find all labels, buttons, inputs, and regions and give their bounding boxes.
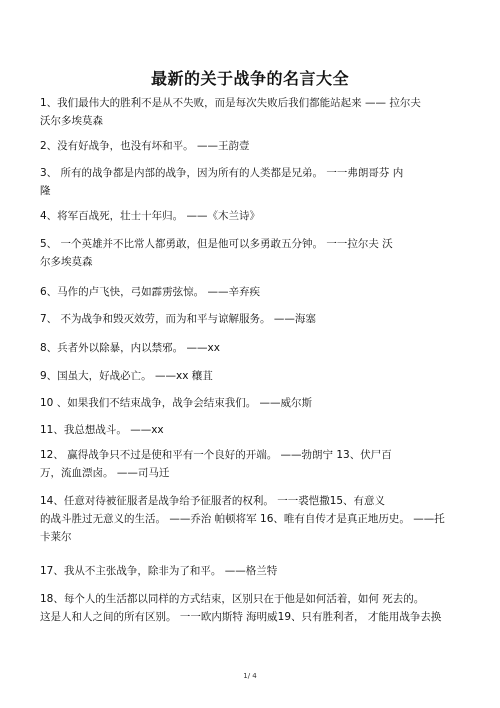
quote-17	[40, 562, 466, 580]
quote-line: 沃尔多埃莫森	[40, 115, 103, 127]
quote-line: 这是人和人之间的所有区别。 一一欧内斯特 海明威19、只有胜利者， 才能用战争去换	[40, 611, 442, 623]
quote-line: 6、马作的卢飞快，弓如霹雳弦惊。 ——辛弃疾	[40, 286, 261, 298]
quote-line: 的战斗胜过无意义的生活。 ——乔治 帕顿将军 16、唯有自传才是真正地历史。 ——托	[40, 513, 445, 525]
quote-3	[40, 164, 466, 200]
quote-line: 11、我总想战斗。 ——xx	[40, 424, 164, 436]
quote-2	[40, 137, 466, 155]
quote-line: 8、兵者外以除暴，内以禁邪。 ——xx	[40, 342, 220, 354]
quote-line: 3、 所有的战争都是内部的战争，因为所有的人类都是兄弟。 一一弗朗哥芬 内	[40, 167, 404, 179]
quote-line: 10 、如果我们不结束战争，战争会结束我们。 ——威尔斯	[40, 397, 313, 409]
quote-line: 2、没有好战争，也没有坏和平。 ——王韵壹	[40, 140, 250, 152]
quote-line: 隆	[40, 185, 51, 197]
page-number: 1/ 4	[243, 672, 257, 680]
quote-line: 17、我从不主张战争，除非为了和平。 ——格兰特	[40, 565, 278, 577]
quote-line: 卡莱尔	[40, 531, 72, 543]
quote-18	[40, 590, 466, 626]
quote-line: 18、每个人的生活都以同样的方式结束，区别只在于他是如何活着，如何 死去的。	[40, 593, 425, 605]
quote-5	[40, 235, 466, 271]
document-title: 最新的关于战争的名言大全	[150, 69, 349, 88]
quote-12	[40, 446, 466, 482]
quote-line: 14、任意对待被征服者是战争给予征服者的权利。 一一裘恺撒15、有意义	[40, 495, 386, 507]
quote-6	[40, 283, 466, 301]
quote-line: 7、 不为战争和毁灭效劳，而为和平与谅解服务。 ——海塞	[40, 313, 316, 325]
quote-line: 9、国虽大，好战必亡。 ——xx 穰苴	[40, 370, 213, 382]
quote-9	[40, 367, 466, 385]
quote-14	[40, 492, 466, 546]
quote-line: 1、我们最伟大的胜利不是从不失败，而是每次失败后我们都能站起来 —— 拉尔夫	[40, 97, 421, 109]
quote-11	[40, 421, 466, 439]
quote-10	[40, 394, 466, 412]
quote-1	[40, 94, 466, 130]
quote-line: 5、 一个英雄并不比常人都勇敢，但是他可以多勇敢五分钟。 一一拉尔夫 沃	[40, 238, 393, 250]
quote-8	[40, 339, 466, 357]
quote-line: 4、将军百战死，壮士十年归。 ——《木兰诗》	[40, 210, 261, 222]
quote-7	[40, 310, 466, 328]
quote-line: 12、 赢得战争只不过是使和平有一个良好的开端。 ——勃朗宁 13、伏尸百	[40, 449, 392, 461]
quote-line: 尔多埃莫森	[40, 256, 93, 268]
quote-4	[40, 207, 466, 225]
quote-line: 万，流血漂卤。 ——司马迁	[40, 467, 170, 479]
